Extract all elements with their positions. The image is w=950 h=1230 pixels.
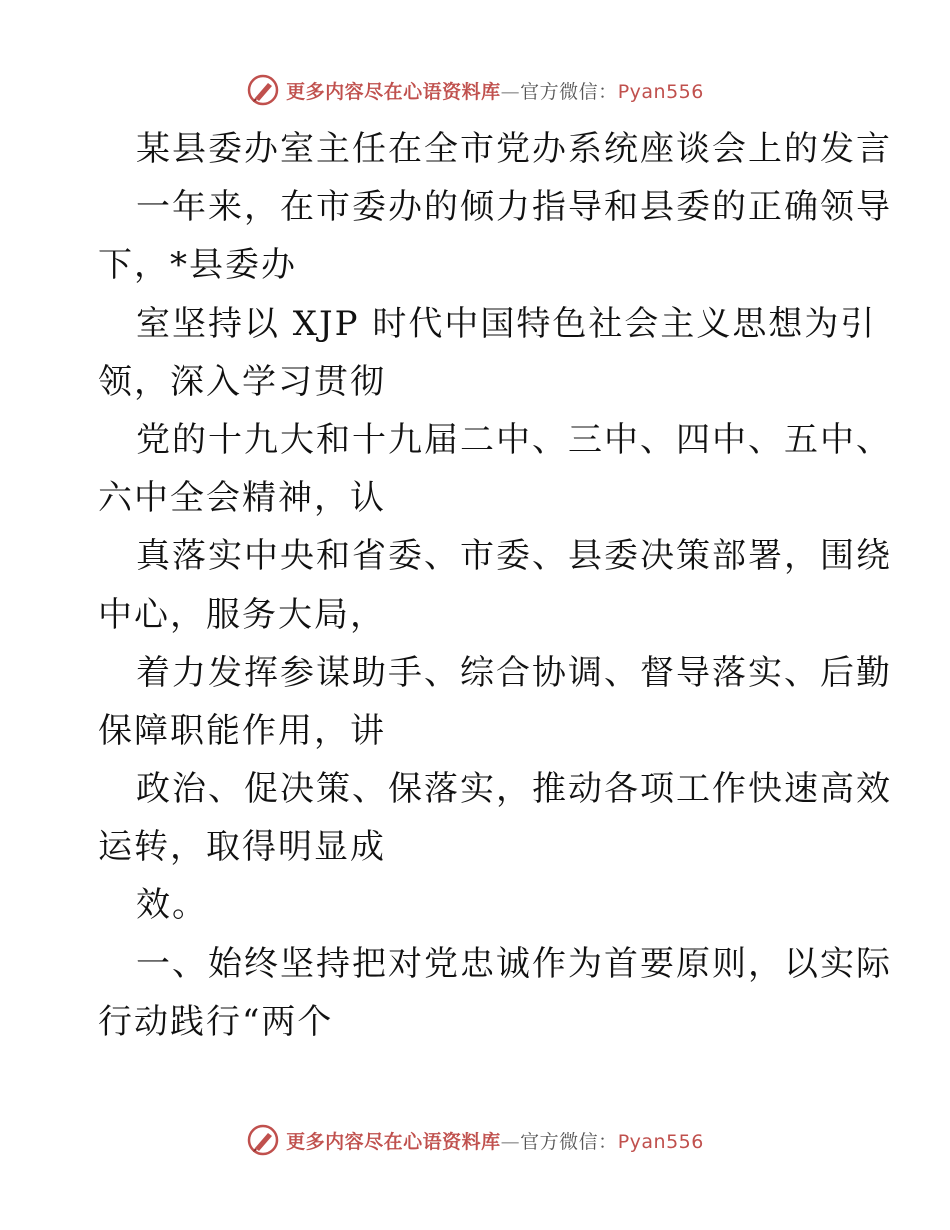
document-line: 真落实中央和省委、市委、县委决策部署，围绕 — [136, 536, 892, 577]
document-line: 效。 — [136, 885, 208, 926]
document-line: 下，*县委办 — [98, 245, 297, 286]
footer-wechat-label: 官方微信： — [520, 1130, 618, 1153]
footer-banner — [0, 1120, 950, 1160]
document-line: 中心，服务大局， — [98, 594, 386, 635]
footer-banner-text — [286, 1127, 704, 1154]
header-wechat-label: 官方微信： — [520, 80, 618, 103]
footer-dash: — — [500, 1130, 521, 1153]
header-wechat-id: Pyan556 — [617, 80, 704, 103]
pen-logo-icon — [246, 1123, 280, 1157]
header-slogan: 更多内容尽在心语资料库 — [286, 80, 501, 103]
pen-logo-icon — [246, 73, 280, 107]
document-line: 着力发挥参谋助手、综合协调、督导落实、后勤 — [136, 652, 892, 693]
document-line: 一年来，在市委办的倾力指导和县委的正确领导 — [136, 187, 892, 228]
document-line: 某县委办室主任在全市党办系统座谈会上的发言 — [136, 129, 892, 169]
document-line: 保障职能作用，讲 — [98, 710, 386, 751]
document-line: 领，深入学习贯彻 — [98, 361, 386, 402]
document-line: 行动践行“两个 — [98, 1001, 334, 1042]
header-banner-text — [286, 77, 704, 104]
footer-wechat-id: Pyan556 — [617, 1130, 704, 1153]
document-body — [98, 120, 892, 1051]
header-banner — [0, 70, 950, 110]
document-line: 政治、促决策、保落实，推动各项工作快速高效 — [136, 769, 892, 810]
document-line: 运转，取得明显成 — [98, 827, 386, 868]
document-line: 党的十九大和十九届二中、三中、四中、五中、 — [136, 419, 892, 460]
document-line: 六中全会精神，认 — [98, 478, 386, 519]
document-line: 一、始终坚持把对党忠诚作为首要原则，以实际 — [136, 943, 892, 984]
document-line: 室坚持以 XJP 时代中国特色社会主义思想为引 — [136, 303, 877, 344]
header-dash: — — [500, 80, 521, 103]
footer-slogan: 更多内容尽在心语资料库 — [286, 1130, 501, 1153]
